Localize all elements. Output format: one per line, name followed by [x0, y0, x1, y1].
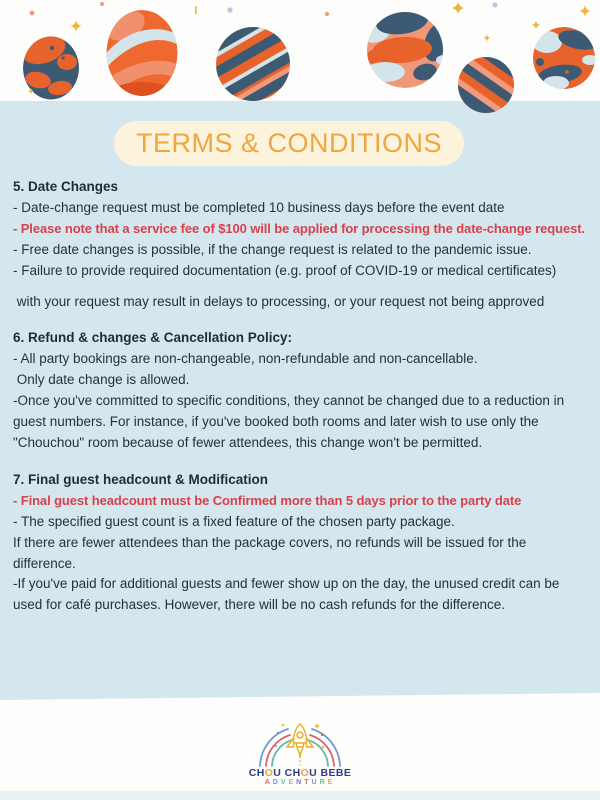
section-date-changes	[13, 177, 590, 312]
terms-line: If there are fewer attendees than the package covers, no refunds will be issued for the difference.	[13, 534, 531, 571]
terms-line: -Once you've committed to specific conditions, they cannot be changed due to a reduction in guest numbers. For instance, if you've booked both rooms and later wish to use only the "Chouchou" room because of fewer attendees, this change won't be permitted.	[13, 393, 568, 450]
terms-line-alert: - Please note that a service fee of $100 will be applied for processing the date-change request.	[13, 220, 585, 236]
planet-banded-icon	[102, 5, 180, 106]
terms-line: - Date-change request must be completed 10 business days before the event date	[13, 199, 505, 215]
brand-tagline: ADVENTURE	[264, 779, 336, 786]
terms-line: - Free date changes is possible, if the change request is related to the pandemic issue.	[13, 241, 532, 257]
planet-swirled-icon	[532, 27, 599, 90]
terms-line: - The specified guest count is a fixed feature of the chosen party package.	[13, 513, 455, 529]
section-heading: 7. Final guest headcount & Modification	[13, 471, 269, 487]
section-refund-cancellation	[13, 328, 590, 453]
terms-line: -If you've paid for additional guests and fewer show up on the day, the unused credit can be used for café purchases. However, there will be no cash refunds for the difference.	[13, 576, 564, 613]
title-banner	[114, 121, 464, 166]
terms-line-alert: - Final guest headcount must be Confirmed more than 5 days prior to the party date	[13, 492, 522, 508]
terms-line: - Failure to provide required documentation (e.g. proof of COVID-19 or medical certificates)	[13, 262, 557, 278]
planet-mottled-icon	[361, 6, 455, 88]
planet-small-striped-icon	[441, 39, 534, 125]
section-final-headcount	[13, 470, 590, 616]
logo-dot-icon	[277, 732, 279, 734]
logo-dot-icon	[321, 734, 323, 736]
page-title: TERMS & CONDITIONS	[135, 128, 442, 158]
brand-name: CHOU CHOU BEBE	[248, 767, 352, 779]
footer	[0, 700, 600, 800]
section-heading: 6. Refund & changes & Cancellation Policy:	[13, 330, 293, 346]
section-heading: 5. Date Changes	[13, 179, 119, 194]
terms-text-block	[13, 177, 590, 616]
logo-dot-icon	[275, 745, 277, 747]
rocket-rainbow-logo-icon	[230, 722, 370, 770]
planet-striped-icon	[189, 2, 312, 118]
planets-illustration	[0, 0, 600, 125]
decorative-dots-icon	[30, 2, 498, 16]
terms-line: - All party bookings are non-changeable, non-refundable and non-cancellable.	[13, 351, 478, 367]
planet-earth-icon	[19, 31, 79, 100]
bottom-edge-strip	[0, 791, 600, 800]
terms-line: Only date change is allowed.	[13, 372, 190, 388]
terms-line: with your request may result in delays to processing, or your request not being approved	[13, 293, 545, 309]
rocket-icon	[287, 724, 313, 758]
